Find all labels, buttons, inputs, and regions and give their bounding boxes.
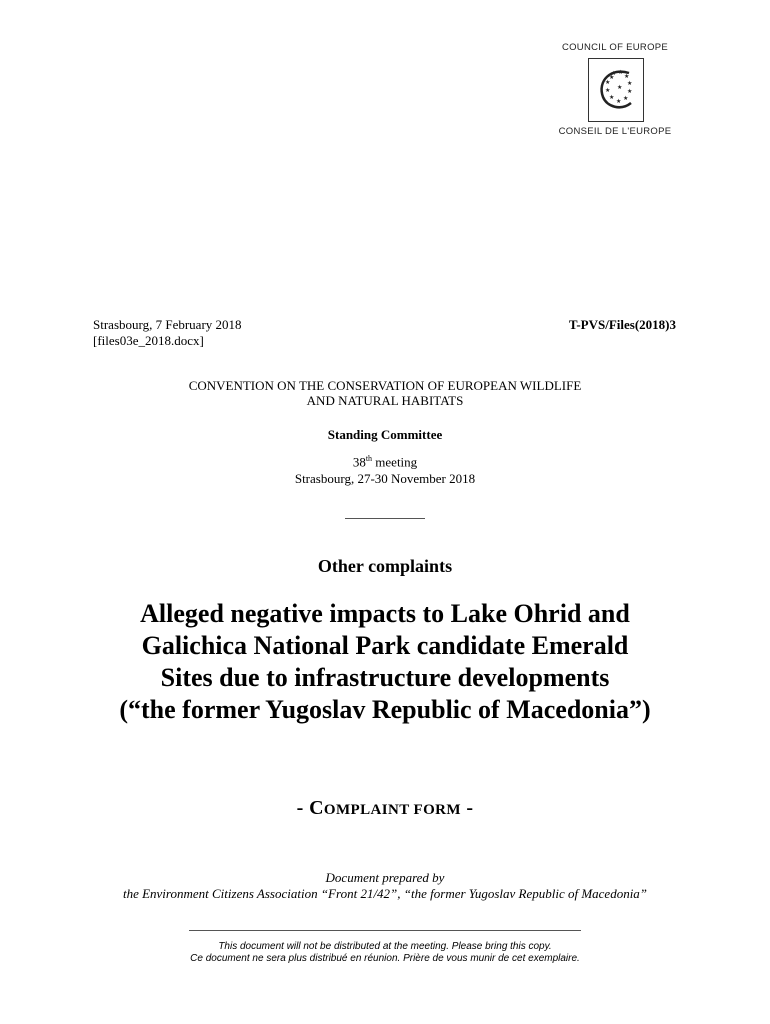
svg-text:★: ★	[609, 74, 615, 81]
svg-text:★: ★	[623, 95, 629, 102]
stars-emblem-icon	[589, 59, 643, 121]
svg-text:★: ★	[609, 94, 615, 101]
svg-text:★: ★	[617, 84, 623, 91]
svg-text:★: ★	[605, 87, 611, 94]
separator-short	[345, 518, 425, 519]
distribution-note-fr: Ce document ne sera plus distribué en réunion. Prière de vous munir de cet exemplaire.	[190, 953, 580, 964]
convention-title-line2: AND NATURAL HABITATS	[306, 393, 464, 408]
distribution-note-en: This document will not be distributed at the meeting. Please bring this copy.	[218, 941, 552, 952]
document-reference: T-PVS/Files(2018)3	[568, 317, 676, 332]
complaint-form-label: - COMPLAINT FORM -	[296, 797, 474, 819]
svg-text:★: ★	[618, 69, 624, 76]
meeting-number	[0, 454, 770, 470]
prepared-by-label: Document prepared by	[325, 870, 445, 885]
svg-text:★: ★	[616, 98, 622, 105]
svg-text:★: ★	[611, 70, 617, 77]
logo-emblem	[588, 58, 644, 122]
meeting-venue: Strasbourg, 27-30 November 2018	[294, 471, 476, 486]
committee-name: Standing Committee	[327, 427, 443, 442]
meeting-ordinal-suffix: th	[365, 454, 373, 463]
separator-long	[189, 930, 581, 931]
title-line: Galichica National Park candidate Emerald	[141, 631, 629, 660]
svg-text:★: ★	[605, 79, 611, 86]
section-heading: Other complaints	[317, 556, 453, 576]
meeting-ordinal: 38	[352, 454, 366, 470]
logo-bottom-text: CONSEIL DE L'EUROPE	[558, 126, 672, 137]
convention-title-line1: CONVENTION ON THE CONSERVATION OF EUROPEAN WILDLIFE	[188, 378, 582, 393]
meeting-label: meeting	[372, 454, 418, 470]
logo-top-text: COUNCIL OF EUROPE	[561, 42, 669, 53]
council-of-europe-logo	[550, 42, 680, 142]
svg-text:★: ★	[627, 88, 633, 95]
document-title	[0, 598, 770, 726]
title-line: (“the former Yugoslav Republic of Macedonia”)	[119, 695, 651, 724]
title-line: Sites due to infrastructure developments	[160, 663, 610, 692]
document-filename: [files03e_2018.docx]	[93, 333, 204, 348]
svg-text:★: ★	[627, 80, 633, 87]
document-date: Strasbourg, 7 February 2018	[93, 317, 242, 332]
svg-text:★: ★	[624, 73, 630, 80]
title-line: Alleged negative impacts to Lake Ohrid and	[140, 599, 630, 628]
prepared-by-author: the Environment Citizens Association “Front 21/42”, “the former Yugoslav Republic of Macedonia”	[122, 886, 648, 901]
